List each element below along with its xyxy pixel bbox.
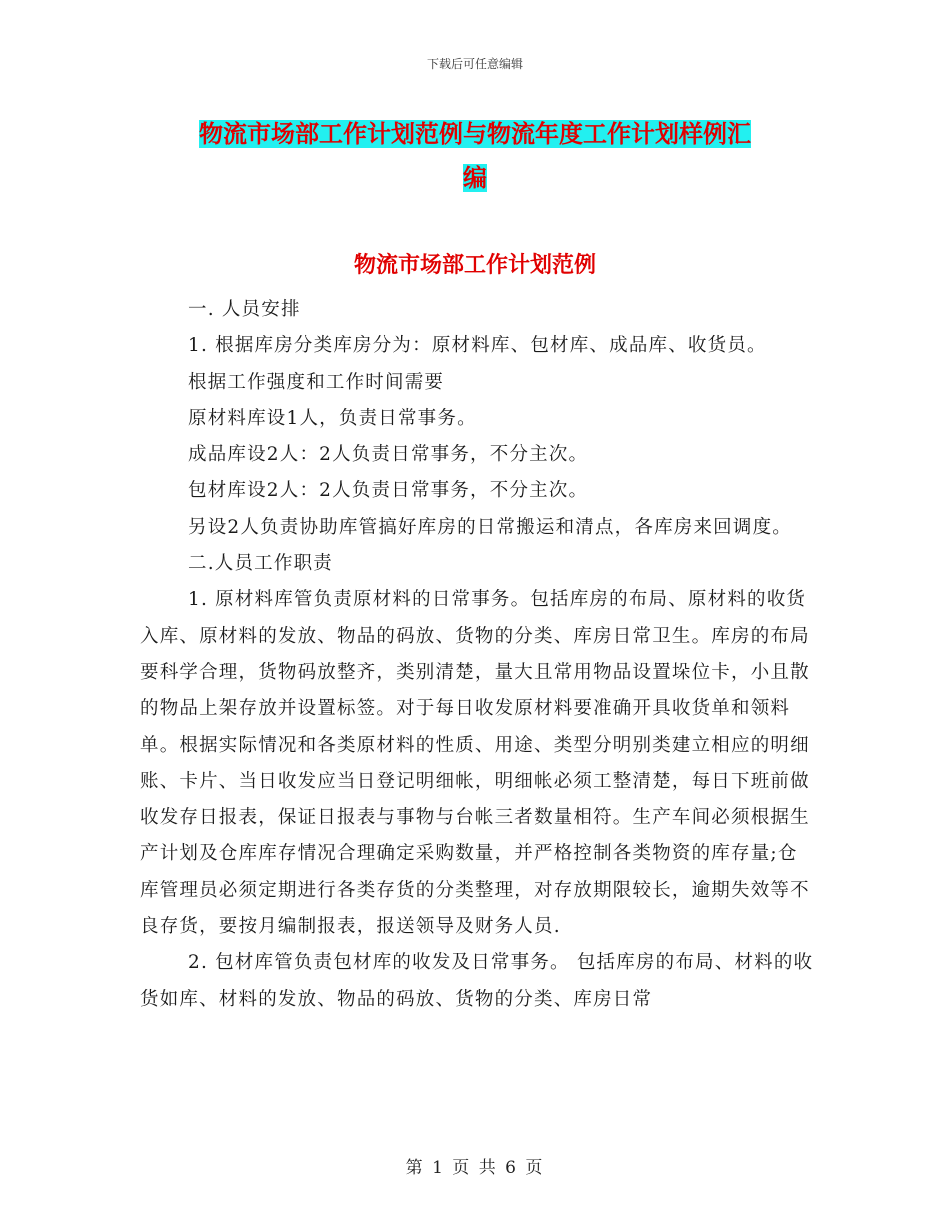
paragraph: 1. 原材料库管负责原材料的日常事务。包括库房的布局、原材料的收货入库、原材料的发放、物品的码放、货物的分类、库房日常卫生。库房的布局要科学合理，货物码放整齐，类别清楚，量大且常用物品设置垛位卡，小且散的物品上架存放并设置标签。对于每日收发原材料要准确开具收货单和领料单。根据实际情况和各类原材料的性质、用途、类型分明别类建立相应的明细账、卡片、当日收发应当日登记明细帐，明细帐必须工整清楚，每日下班前做收发存日报表，保证日报表与事物与台帐三者数量相符。生产车间必须根据生产计划及仓库库存情况合理确定采购数量，并严格控制各类物资的库存量;仓库管理员必须定期进行各类存货的分类整理，对存放期限较长，逾期失效等不良存货，要按月编制报表，报送领导及财务人员. <box>140 589 810 938</box>
document-title-line-1: 物流市场部工作计划范例与物流年度工作计划样例汇 <box>199 120 751 148</box>
page-footer: 第 1 页 共 6 页 <box>405 1158 545 1178</box>
paragraph: 一. 人员安排 <box>188 299 301 320</box>
header-note: 下载后可任意编辑 <box>426 57 523 71</box>
section-title: 物流市场部工作计划范例 <box>353 253 596 278</box>
document-body <box>140 292 815 1018</box>
paragraph: 包材库设2人：2人负责日常事务，不分主次。 <box>188 480 589 502</box>
paragraph: 成品库设2人：2人负责日常事务，不分主次。 <box>188 444 589 466</box>
paragraph: 1. 根据库房分类库房分为：原材料库、包材库、成品库、收货员。 <box>188 335 767 357</box>
paragraph: 根据工作强度和工作时间需要 <box>188 371 445 393</box>
document-title <box>140 112 810 200</box>
paragraph: 另设2人负责协助库管搞好库房的日常搬运和清点，各库房来回调度。 <box>188 516 792 538</box>
paragraph: 原材料库设1人，负责日常事务。 <box>188 407 477 429</box>
paragraph: 2. 包材库管负责包材库的收发及日常事务。 包括库房的布局、材料的收货如库、材料的发放、物品的码放、货物的分类、库房日常 <box>140 952 814 1010</box>
paragraph: 二.人员工作职责 <box>188 553 333 575</box>
document-title-line-2: 编 <box>463 164 487 192</box>
